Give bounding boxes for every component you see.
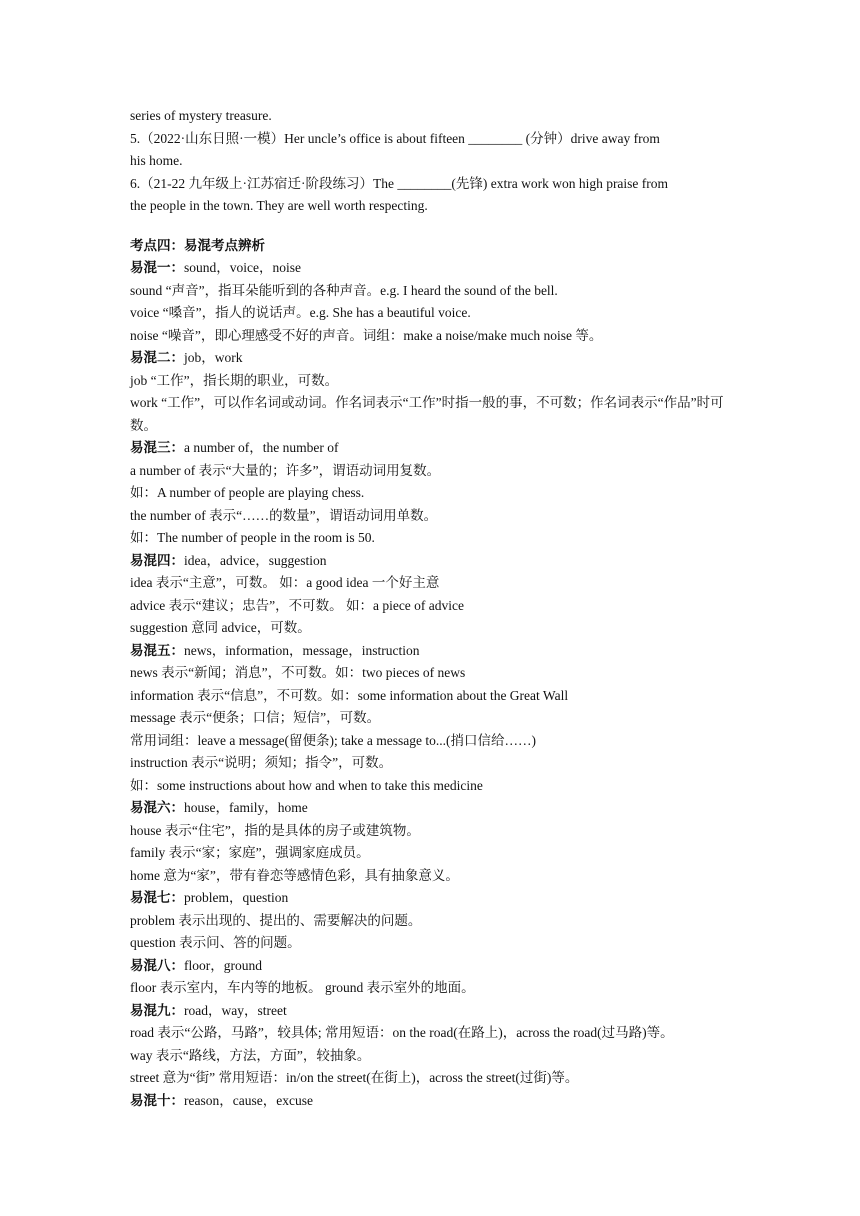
heading-words: sound，voice，noise [184,260,301,275]
confusable-heading [130,257,735,280]
exercise-line: series of mystery treasure. [130,108,272,123]
heading-words: floor，ground [184,957,262,973]
heading-label: 易混六： [130,800,184,815]
explanation-line: 如：The number of people in the room is 50. [130,530,375,545]
explanation-line: message 表示“便条；口信；短信”，可数。 [130,710,381,725]
explanation-line: way 表示“路线，方法，方面”，较抽象。 [130,1047,371,1063]
explanation-line: home 意为“家”，带有眷恋等感情色彩，具有抽象意义。 [130,867,459,883]
confusable-heading [130,1090,735,1113]
confusable-heading [130,550,735,573]
explanation-line: information 表示“信息”，不可数。如：some information about the Great Wall [130,687,569,703]
explanation-line: family 表示“家；家庭”，强调家庭成员。 [130,845,370,860]
heading-label: 易混五： [130,642,184,658]
explanation-line: problem 表示出现的、提出的、需要解决的问题。 [130,912,422,928]
heading-words: problem，question [184,890,289,905]
spacer [130,218,735,235]
confusable-heading [130,1000,735,1023]
explanation-line: floor 表示室内，车内等的地板。 ground 表示室外的地面。 [130,980,475,995]
explanation-line: idea 表示“主意”，可数。 如：a good idea 一个好主意 [130,575,440,590]
confusable-heading [130,437,735,460]
explanation-line: a number of 表示“大量的；许多”，谓语动词用复数。 [130,462,441,478]
explanation-line: advice 表示“建议；忠告”，不可数。 如：a piece of advice [130,597,465,613]
heading-words: reason，cause，excuse [184,1092,313,1108]
heading-label: 易混一： [130,260,184,275]
question-6-line: 6.（21-22 九年级上·江苏宿迁·阶段练习）The ________(先锋) extra work won high praise from [130,175,669,191]
explanation-line: noise “噪音”，即心理感受不好的声音。词组：make a noise/make much noise 等。 [130,327,603,343]
explanation-line: 常用词组：leave a message(留便条); take a message to...(捎口信给……) [130,732,537,748]
document-page [130,105,735,1112]
heading-words: idea，advice，suggestion [184,552,327,568]
heading-words: news，information，message，instruction [184,642,420,658]
confusable-heading [130,797,735,820]
question-6-continuation: the people in the town. They are well worth respecting. [130,198,428,213]
confusable-heading [130,640,735,663]
explanation-line: 如：some instructions about how and when to take this medicine [130,777,483,793]
explanation-line: question 表示问、答的问题。 [130,935,301,950]
section-title: 考点四：易混考点辨析 [130,237,265,253]
question-5-continuation: his home. [130,153,183,168]
heading-label: 易混八： [130,957,184,973]
explanation-line: street 意为“街” 常用短语：in/on the street(在街上)，across the street(过街)等。 [130,1070,579,1085]
explanation-line: suggestion 意同 advice，可数。 [130,620,311,635]
comparison-list [130,257,735,1112]
heading-words: job，work [184,350,243,365]
explanation-line: work “工作”，可以作名词或动词。作名词表示“工作”时指一般的事，不可数；作名词表示“作品”时可数。 [130,395,724,433]
confusable-heading [130,887,735,910]
confusable-heading [130,347,735,370]
heading-label: 易混七： [130,890,184,905]
heading-label: 易混九： [130,1002,184,1018]
explanation-line: instruction 表示“说明；须知；指令”，可数。 [130,755,393,770]
heading-label: 易混四： [130,552,184,568]
explanation-line: house 表示“住宅”，指的是具体的房子或建筑物。 [130,822,420,838]
heading-label: 易混十： [130,1092,184,1108]
confusable-heading [130,955,735,978]
explanation-line: road 表示“公路，马路”，较具体; 常用短语：on the road(在路上)，across the road(过马路)等。 [130,1025,674,1040]
explanation-line: voice “嗓音”，指人的说话声。e.g. She has a beautiful voice. [130,305,471,320]
explanation-line: job “工作”，指长期的职业，可数。 [130,372,339,388]
question-5-line: 5.（2022·山东日照·一模）Her uncle’s office is about fifteen ________ (分钟）drive away from [130,130,660,146]
heading-words: house，family，home [184,800,308,815]
heading-label: 易混二： [130,350,184,365]
explanation-line: sound “声音”，指耳朵能听到的各种声音。e.g. I heard the sound of the bell. [130,282,558,298]
heading-label: 易混三： [130,440,184,455]
heading-words: road，way，street [184,1002,287,1018]
explanation-line: news 表示“新闻；消息”，不可数。如：two pieces of news [130,665,466,680]
explanation-line: 如：A number of people are playing chess. [130,485,365,500]
heading-words: a number of，the number of [184,440,339,455]
explanation-line: the number of 表示“……的数量”，谓语动词用单数。 [130,507,438,523]
